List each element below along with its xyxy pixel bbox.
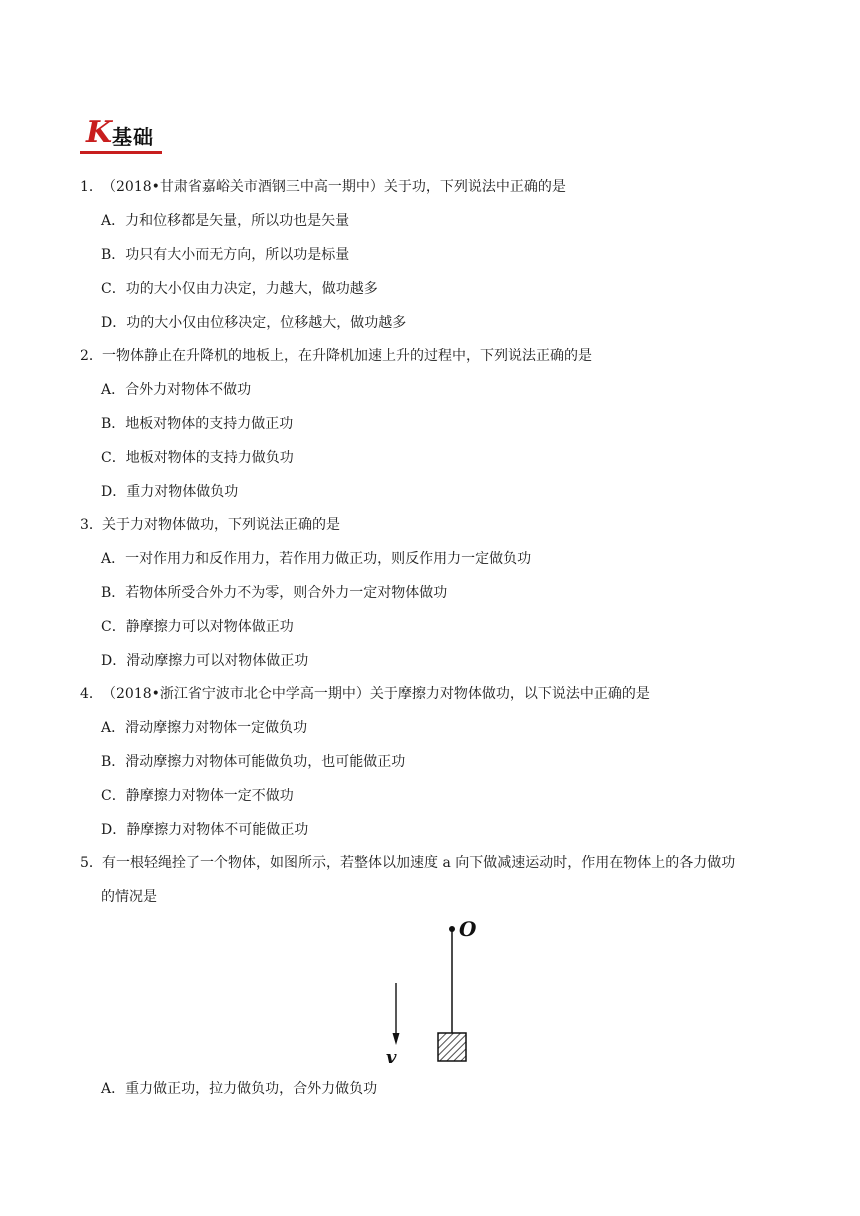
question-5-option-a: A．重力做正功，拉力做负功，合外力做负功	[101, 1081, 378, 1097]
question-3-option-b: B．若物体所受合外力不为零，则合外力一定对物体做功	[101, 585, 448, 601]
velocity-label: v	[386, 1047, 397, 1068]
rope-block-diagram	[380, 915, 490, 1075]
question-number: 2．	[80, 348, 103, 364]
question-text: 一物体静止在升降机的地板上，在升降机加速上升的过程中，下列说法正确的是	[102, 348, 592, 364]
question-2-option-b: B．地板对物体的支持力做正功	[101, 416, 294, 432]
question-2-option-a: A．合外力对物体不做功	[101, 382, 252, 398]
question-number: 5．	[80, 855, 103, 871]
question-3-option-d: D．滑动摩擦力可以对物体做正功	[101, 653, 309, 669]
section-title: 基础	[112, 125, 154, 149]
question-5-text-continued: 的情况是	[101, 889, 157, 905]
question-text: 关于力对物体做功，下列说法正确的是	[102, 517, 340, 533]
question-3	[80, 515, 340, 535]
question-2	[80, 346, 592, 366]
question-4-option-d: D．静摩擦力对物体不可能做正功	[101, 822, 309, 838]
question-number: 4．	[80, 686, 103, 702]
velocity-arrowhead	[393, 1033, 400, 1045]
question-text: 有一根轻绳拴了一个物体，如图所示，若整体以加速度 a 向下做减速运动时，作用在物体上的各力做功	[102, 855, 736, 871]
question-number: 3．	[80, 517, 103, 533]
section-letter: K	[86, 115, 113, 150]
question-number: 1．	[80, 179, 103, 195]
question-1-option-b: B．功只有大小而无方向，所以功是标量	[101, 247, 350, 263]
question-text: （2018•甘肃省嘉峪关市酒钢三中高一期中）关于功，下列说法中正确的是	[102, 179, 566, 195]
question-1	[80, 177, 566, 197]
question-2-option-c: C．地板对物体的支持力做负功	[101, 450, 294, 466]
question-5	[80, 853, 735, 873]
question-4-option-b: B．滑动摩擦力对物体可能做负功，也可能做正功	[101, 754, 406, 770]
question-2-option-d: D．重力对物体做负功	[101, 484, 239, 500]
pivot-label: O	[459, 917, 477, 941]
question-4-option-a: A．滑动摩擦力对物体一定做负功	[101, 720, 308, 736]
block	[438, 1033, 466, 1061]
question-4	[80, 684, 650, 704]
question-3-option-c: C．静摩擦力可以对物体做正功	[101, 619, 294, 635]
question-text: （2018•浙江省宁波市北仑中学高一期中）关于摩擦力对物体做功，以下说法中正确的是	[102, 686, 650, 702]
question-3-option-a: A．一对作用力和反作用力，若作用力做正功，则反作用力一定做负功	[101, 551, 532, 567]
question-1-option-c: C．功的大小仅由力决定，力越大，做功越多	[101, 281, 378, 297]
section-underline	[80, 151, 162, 154]
question-1-option-a: A．力和位移都是矢量，所以功也是矢量	[101, 213, 350, 229]
question-4-option-c: C．静摩擦力对物体一定不做功	[101, 788, 294, 804]
section-header	[80, 115, 162, 156]
question-1-option-d: D．功的大小仅由位移决定，位移越大，做功越多	[101, 315, 407, 331]
